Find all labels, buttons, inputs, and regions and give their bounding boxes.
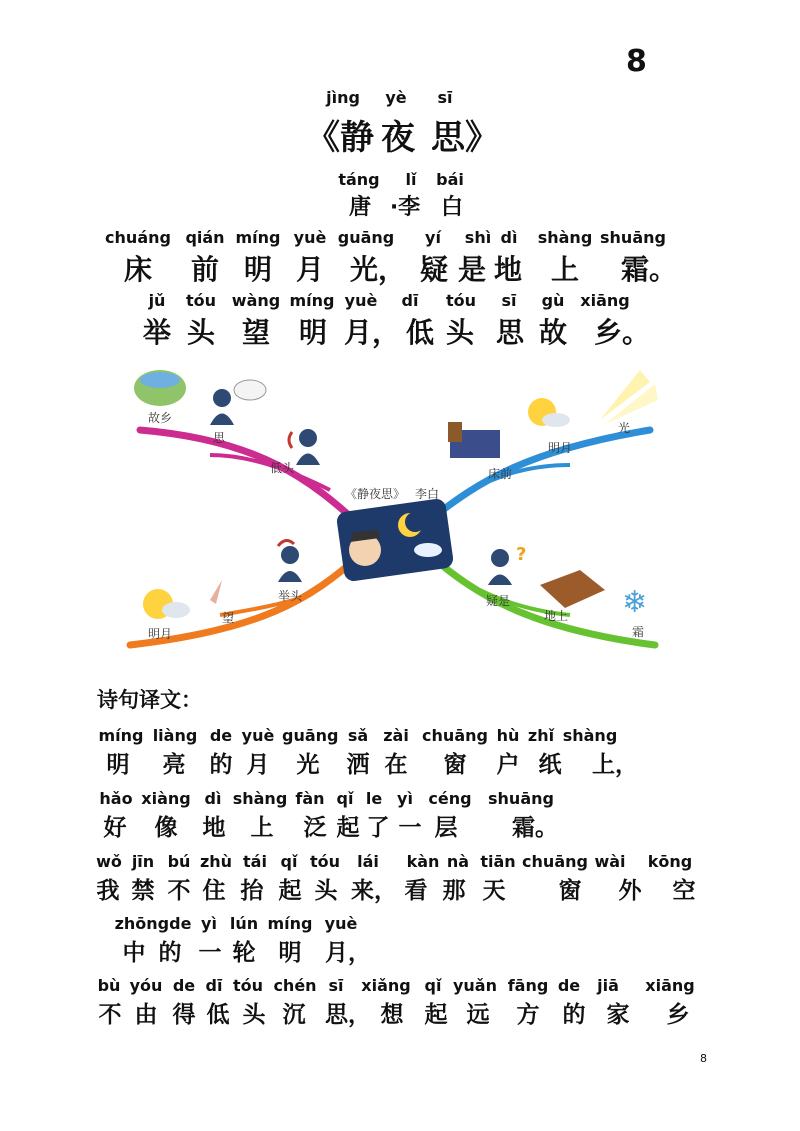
poem-char: 望 xyxy=(241,316,270,349)
poem-char: 上 xyxy=(550,253,579,286)
translation-char: 纸 xyxy=(538,752,562,778)
translation-char: 明 xyxy=(106,752,130,778)
pinyin: de xyxy=(172,976,196,995)
translation-char: 好 xyxy=(103,815,127,841)
translation-char: 户 xyxy=(496,752,520,778)
pinyin: míng xyxy=(289,291,335,310)
poem-char: 明 xyxy=(298,316,327,349)
pinyin: zài xyxy=(383,726,409,745)
mindmap-label: 光 xyxy=(618,421,631,435)
poem-char: 月， xyxy=(343,316,400,349)
poem-char: 月 xyxy=(295,253,324,286)
pinyin: xiǎng xyxy=(361,976,411,995)
pinyin: fāng xyxy=(507,976,549,995)
pinyin: de xyxy=(209,726,233,745)
bright-moon-icon xyxy=(143,589,190,619)
translation-char: 像 xyxy=(154,815,178,841)
pinyin: jìng xyxy=(326,88,360,107)
pinyin: tóu xyxy=(309,852,341,871)
translation-char: 低 xyxy=(206,1002,230,1028)
translation-char: 来， xyxy=(351,878,397,904)
poem-char: 举 xyxy=(142,316,171,349)
lower-head-icon xyxy=(289,429,320,465)
pinyin: kōng xyxy=(647,852,693,871)
pinyin: yì xyxy=(397,789,413,808)
pinyin: xiāng xyxy=(645,976,695,995)
translation-char: 家 xyxy=(606,1002,630,1028)
translation-char: 亮 xyxy=(162,752,186,778)
author-char: 唐 xyxy=(348,195,371,220)
pinyin: táng xyxy=(338,170,380,189)
pinyin: míng xyxy=(235,228,281,247)
pinyin: tái xyxy=(243,852,267,871)
translation-char: 头 xyxy=(242,1002,266,1028)
translation-char: 那 xyxy=(442,878,466,904)
pinyin: dī xyxy=(401,291,419,310)
pinyin: jīn xyxy=(131,852,155,871)
pinyin: céng xyxy=(428,789,472,808)
page-number: 8 xyxy=(626,44,647,79)
pinyin: gù xyxy=(541,291,565,310)
translation-char: 在 xyxy=(384,752,408,778)
mindmap-center xyxy=(336,498,455,583)
mindmap-label: 明月 xyxy=(148,627,173,641)
pinyin: xiàng xyxy=(141,789,191,808)
mindmap-center-author: 李白 xyxy=(415,487,440,501)
light-rays-icon xyxy=(600,370,658,424)
pinyin: liàng xyxy=(152,726,198,745)
translation-char: 由 xyxy=(134,1002,158,1028)
translation-char: 轮 xyxy=(232,940,256,966)
pinyin: tóu xyxy=(445,291,477,310)
pinyin: sī xyxy=(437,88,453,107)
pinyin: zhōngde xyxy=(114,914,192,933)
translation-char: 空 xyxy=(672,878,696,904)
mindmap-label: 举头 xyxy=(278,589,303,603)
mindmap-label: 故乡 xyxy=(148,411,173,425)
author-char: 白 xyxy=(440,195,463,220)
look-icon xyxy=(210,580,222,604)
pinyin: lǐ xyxy=(405,170,417,189)
pinyin: guāng xyxy=(282,726,339,745)
translation-char: 方 xyxy=(516,1002,540,1028)
thinking-person-icon xyxy=(210,380,266,425)
pinyin: dī xyxy=(205,976,223,995)
pinyin: shì xyxy=(464,228,492,247)
pinyin: qǐ xyxy=(424,976,442,995)
translation-char: 中 xyxy=(122,940,146,966)
mindmap-label: 霜 xyxy=(632,625,645,639)
pinyin: míng xyxy=(267,914,313,933)
poem-char: 床 xyxy=(123,253,152,286)
raise-head-icon xyxy=(278,540,302,582)
pinyin: guāng xyxy=(337,228,395,247)
pinyin: wàng xyxy=(231,291,281,310)
translation-char: 起 xyxy=(424,1002,448,1028)
pinyin: sī xyxy=(328,976,344,995)
pinyin: chuāng xyxy=(522,852,588,871)
title-char: 《静 xyxy=(306,118,374,158)
pinyin: jiā xyxy=(597,976,619,995)
translation-char: 抬 xyxy=(240,878,264,904)
cloud-icon xyxy=(414,543,442,557)
translation-char: 上， xyxy=(592,752,638,778)
translation-char: 的 xyxy=(562,1002,586,1028)
pinyin: wài xyxy=(594,852,626,871)
translation-char: 我 xyxy=(96,878,120,904)
translation-char: 乡 xyxy=(666,1002,690,1028)
translation-char: 禁 xyxy=(131,878,155,904)
translation-char: 洒 xyxy=(346,752,370,778)
pinyin: bú xyxy=(167,852,191,871)
translation-char: 不 xyxy=(98,1002,122,1028)
pinyin: yì xyxy=(201,914,217,933)
pinyin: tiān xyxy=(480,852,516,871)
pinyin: yè xyxy=(385,88,407,107)
author-char: ·李 xyxy=(389,195,421,220)
mindmap-label: 地上 xyxy=(544,609,569,623)
pinyin: hù xyxy=(496,726,520,745)
pinyin: qián xyxy=(185,228,225,247)
svg-text:❄: ❄ xyxy=(622,585,648,620)
translation-char: 光 xyxy=(296,752,320,778)
pinyin: sǎ xyxy=(347,726,369,745)
moon-cloud-icon xyxy=(528,398,570,427)
translation-char: 看 xyxy=(404,878,428,904)
pinyin: lún xyxy=(229,914,259,933)
translation-char: 的 xyxy=(158,940,182,966)
translation-char: 住 xyxy=(202,878,226,904)
translation-char: 起 xyxy=(336,815,360,841)
pinyin: hǎo xyxy=(99,789,133,808)
translation-char: 层 xyxy=(434,815,458,841)
svg-text:?: ? xyxy=(516,544,527,565)
poem-char: 地 xyxy=(493,253,522,286)
pinyin: yuǎn xyxy=(452,976,497,995)
translation-char: 沉 xyxy=(282,1002,306,1028)
translation-char: 窗 xyxy=(558,878,582,904)
pinyin: yí xyxy=(425,228,441,247)
pinyin: dì xyxy=(204,789,222,808)
translation-char: 上 xyxy=(250,815,274,841)
pinyin: bái xyxy=(436,170,464,189)
pinyin: chuáng xyxy=(105,228,171,247)
poem-char: 低 xyxy=(405,316,434,349)
mindmap-label: 望 xyxy=(222,611,235,625)
mindmap-label: 明月 xyxy=(548,441,573,455)
branch-blue-sub xyxy=(470,465,570,490)
mindmap-label: 低头 xyxy=(270,461,295,475)
mindmap-label: 疑是 xyxy=(486,594,511,608)
pinyin: kàn xyxy=(406,852,440,871)
ground-tile-icon xyxy=(540,570,605,608)
footer-page-number: 8 xyxy=(700,1052,707,1065)
pinyin: shàng xyxy=(537,228,593,247)
pinyin: yuè xyxy=(241,726,275,745)
pinyin: sī xyxy=(501,291,517,310)
translation-char: 起 xyxy=(278,878,302,904)
translation-char: 窗 xyxy=(443,752,467,778)
pinyin: chuāng xyxy=(422,726,488,745)
pinyin: le xyxy=(365,789,383,808)
translation-char: 霜。 xyxy=(512,815,558,841)
pinyin: yuè xyxy=(344,291,378,310)
pinyin: qǐ xyxy=(336,789,354,808)
pinyin: yuè xyxy=(324,914,358,933)
pinyin: bù xyxy=(97,976,121,995)
mindmap-center-title: 《静夜思》 xyxy=(345,487,406,501)
translation-char: 想 xyxy=(380,1002,404,1028)
translation-char: 了 xyxy=(366,815,390,841)
poem-char: 头 xyxy=(186,316,215,349)
translation-char: 一 xyxy=(398,815,422,841)
mindmap-label: 床前 xyxy=(488,467,513,481)
pinyin: tóu xyxy=(185,291,217,310)
pinyin: shàng xyxy=(232,789,288,808)
pinyin: fàn xyxy=(295,789,325,808)
poem-char: 光， xyxy=(349,253,406,286)
translation-char: 月 xyxy=(246,752,270,778)
poem-char: 明 xyxy=(243,253,272,286)
pinyin: míng xyxy=(98,726,144,745)
translation-char: 头 xyxy=(314,878,338,904)
translation-char: 地 xyxy=(202,815,226,841)
pinyin: nà xyxy=(446,852,470,871)
pinyin: qǐ xyxy=(280,852,298,871)
poem-char: 故 xyxy=(538,316,567,349)
pinyin: xiāng xyxy=(580,291,630,310)
pinyin: chén xyxy=(273,976,317,995)
mindmap-label: 思 xyxy=(213,431,226,445)
translation-char: 一 xyxy=(198,940,222,966)
poem-char: 是 xyxy=(457,253,486,286)
poem-char: 乡。 xyxy=(593,316,650,349)
title-char: 夜 xyxy=(381,118,415,158)
pinyin: zhù xyxy=(199,852,233,871)
snowflake-icon xyxy=(622,585,647,620)
pinyin: jǔ xyxy=(148,291,166,310)
pinyin: dì xyxy=(500,228,518,247)
pinyin: yuè xyxy=(293,228,327,247)
translation-char: 的 xyxy=(209,752,233,778)
translation-char: 明 xyxy=(278,940,302,966)
pinyin: zhǐ xyxy=(527,726,555,745)
poem-char: 霜。 xyxy=(620,253,677,286)
pinyin: tóu xyxy=(232,976,264,995)
poem-char: 疑 xyxy=(419,253,448,286)
translation-char: 远 xyxy=(466,1002,490,1028)
translation-char: 不 xyxy=(167,878,191,904)
pinyin: de xyxy=(557,976,581,995)
pinyin: lái xyxy=(357,852,379,871)
pinyin: wǒ xyxy=(96,852,122,871)
mindmap-illustration xyxy=(110,360,670,660)
translation-char: 得 xyxy=(172,1002,196,1028)
translation-char: 思， xyxy=(325,1002,371,1028)
hometown-icon xyxy=(134,370,186,406)
translation-char: 天 xyxy=(482,878,506,904)
question-person-icon xyxy=(488,544,526,585)
pinyin: yóu xyxy=(129,976,163,995)
branch-magenta xyxy=(140,430,360,525)
pinyin: shuāng xyxy=(488,789,554,808)
translation-heading: 诗句译文： xyxy=(97,688,202,712)
translation-char: 外 xyxy=(618,878,642,904)
title-char: 思》 xyxy=(431,118,499,158)
poem-char: 前 xyxy=(190,253,219,286)
translation-char: 泛 xyxy=(303,815,327,841)
poem-char: 头 xyxy=(445,316,474,349)
bed-icon xyxy=(448,422,500,458)
poem-char: 思 xyxy=(495,316,524,349)
pinyin: shàng xyxy=(562,726,618,745)
translation-char: 月， xyxy=(325,940,371,966)
pinyin: shuāng xyxy=(600,228,666,247)
